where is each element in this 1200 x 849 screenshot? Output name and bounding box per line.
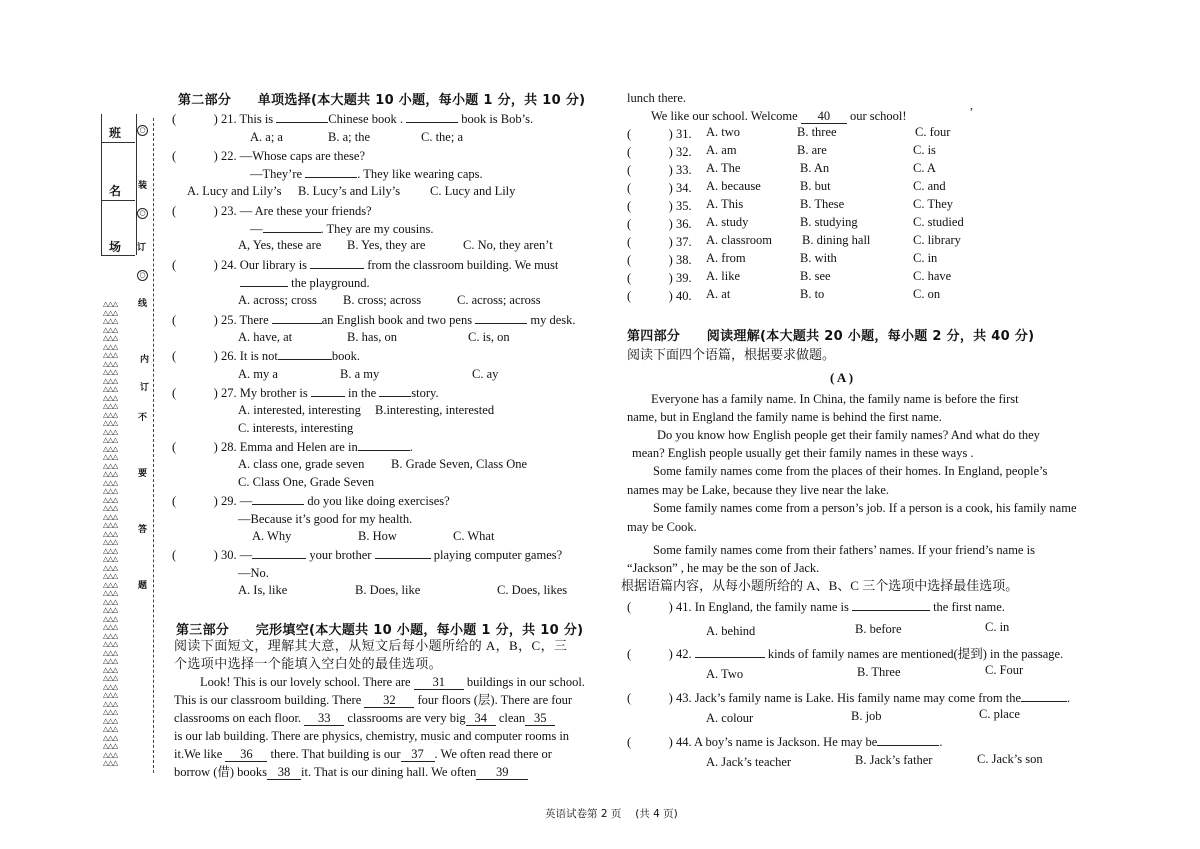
part4-instruction: 阅读下面四个语篇，根据要求做题。 xyxy=(627,347,836,362)
binding-mark: 线 xyxy=(138,299,148,309)
choice-number: ( ) 34. xyxy=(627,181,692,195)
binding-mark: 要 xyxy=(138,469,148,479)
question-21: ( ) 21. This is Chinese book . book is Bob’s. xyxy=(172,112,534,126)
part4-title: 第四部分 阅读理解(本大题共 20 小题，每小题 2 分，共 40 分) xyxy=(627,329,1035,344)
passage-line: lunch there. xyxy=(627,91,687,105)
cut-line xyxy=(153,118,154,773)
option: A. have, at xyxy=(238,330,293,344)
binding-mark: 答 xyxy=(138,525,148,535)
choice-number: ( ) 35. xyxy=(627,199,692,213)
option: A. like xyxy=(706,269,741,283)
question-42: ( ) 42. kinds of family names are mentioned(提到) in the passage. xyxy=(627,647,1064,661)
option: C. have xyxy=(913,269,952,283)
passage-line: Some family names come from their fathers’ names. If your friend’s name is xyxy=(653,543,1035,557)
option: C. interests, interesting xyxy=(238,421,354,435)
option: C. Lucy and Lily xyxy=(430,184,516,198)
option: B. see xyxy=(800,269,831,283)
question-30: ( ) 30. — your brother playing computer games? xyxy=(172,548,563,562)
choice-number: ( ) 39. xyxy=(627,271,692,285)
option: A. my a xyxy=(238,367,278,381)
question-23-answer-line: — . They are my cousins. xyxy=(250,222,434,236)
option: B. has, on xyxy=(347,330,397,344)
question-41: ( ) 41. In England, the family name is the first name. xyxy=(627,600,1005,614)
option: B. An xyxy=(800,161,830,175)
option: C. on xyxy=(913,287,941,301)
option: B. three xyxy=(797,125,837,139)
binding-mark: 题 xyxy=(138,581,148,591)
question-24: ( ) 24. Our library is from the classroom building. We must xyxy=(172,258,559,272)
option: A. from xyxy=(706,251,746,265)
stray-mark: , xyxy=(970,98,973,112)
choice-number: ( ) 31. xyxy=(627,127,692,141)
option: C. What xyxy=(453,529,495,543)
binding-hole-icon: ○ xyxy=(137,270,148,281)
passage-line: it.We like 36 there. That building is our 37 . We often read there or xyxy=(174,747,552,761)
option: A. because xyxy=(706,179,761,193)
option: A. am xyxy=(706,143,737,157)
option: B. Yes, they are xyxy=(347,238,426,252)
option: B. Jack’s father xyxy=(855,753,933,767)
binding-mark: 订 xyxy=(140,383,150,393)
option: B. are xyxy=(797,143,827,157)
option: B. with xyxy=(800,251,837,265)
part3-title: 第三部分 完形填空(本大题共 10 小题，每小题 1 分，共 10 分) xyxy=(176,623,584,638)
question-25: ( ) 25. There an English book and two pens my desk. xyxy=(172,313,576,327)
passage-line: name, but in England the family name is behind the first name. xyxy=(627,410,942,424)
option: B. These xyxy=(800,197,845,211)
passage-line: “Jackson” , he may be the son of Jack. xyxy=(627,561,820,575)
option: A. Jack’s teacher xyxy=(706,755,792,769)
choice-number: ( ) 40. xyxy=(627,289,692,303)
option: C. No, they aren’t xyxy=(463,238,553,252)
option: C. is, on xyxy=(468,330,510,344)
part4-instruction: 根据语篇内容，从每小题所给的 A、B、C 三个选项中选择最佳选项。 xyxy=(621,578,1019,593)
option: C. four xyxy=(915,125,951,139)
option: B. cross; across xyxy=(343,293,422,307)
option: A. behind xyxy=(706,624,756,638)
question-23: ( ) 23. — Are these your friends? xyxy=(172,204,372,218)
class-field-label: 班 xyxy=(109,126,122,140)
option: A. Is, like xyxy=(238,583,288,597)
option: C. across; across xyxy=(457,293,541,307)
option: C. Class One, Grade Seven xyxy=(238,475,375,489)
option: B. dining hall xyxy=(802,233,871,247)
binding-hole-icon: ○ xyxy=(137,125,148,136)
binding-mark: 内 xyxy=(140,355,150,365)
option: B. studying xyxy=(800,215,858,229)
option: A. Two xyxy=(706,667,744,681)
option: C. They xyxy=(913,197,954,211)
question-26: ( ) 26. It is not book. xyxy=(172,349,361,363)
passage-line: mean? English people usually get their family names in these ways . xyxy=(632,446,974,460)
choice-number: ( ) 33. xyxy=(627,163,692,177)
binding-mark: 装 xyxy=(138,181,148,191)
question-24-line2: the playground. xyxy=(240,274,370,292)
option: B. Lucy’s and Lily’s xyxy=(298,184,401,198)
part3-instruction: 个选项中选择一个能填入空白处的最佳选项。 xyxy=(174,656,443,671)
option: B. a my xyxy=(340,367,380,381)
question-22: ( ) 22. —Whose caps are these? xyxy=(172,149,365,163)
option: B.interesting, interested xyxy=(375,403,495,417)
option: C. Does, likes xyxy=(497,583,568,597)
option: C. in xyxy=(985,620,1010,634)
passage-line: We like our school. Welcome 40 our school! xyxy=(651,109,907,123)
choice-number: ( ) 38. xyxy=(627,253,692,267)
option: B. job xyxy=(851,709,882,723)
question-27: ( ) 27. My brother is in the story. xyxy=(172,386,439,400)
option: A. colour xyxy=(706,711,754,725)
question-28: ( ) 28. Emma and Helen are in . xyxy=(172,440,413,454)
choice-number: ( ) 37. xyxy=(627,235,692,249)
exam-room-field-label: 场 xyxy=(109,240,122,254)
option: A. at xyxy=(706,287,731,301)
option: A. two xyxy=(706,125,741,139)
option: A. a; a xyxy=(250,130,283,144)
option: A. classroom xyxy=(706,233,772,247)
option: C. in xyxy=(913,251,938,265)
name-field-label: 名 xyxy=(109,184,122,198)
passage-line: borrow (借) books 38 it. That is our dining hall. We often 39 xyxy=(174,763,528,781)
option: C. Four xyxy=(985,663,1024,677)
option: B. before xyxy=(855,622,902,636)
passage-line: This is our classroom building. There 32 four floors (层). There are four xyxy=(174,693,573,707)
sidebar-divider xyxy=(101,255,135,256)
question-29: ( ) 29. — do you like doing exercises? xyxy=(172,494,450,508)
option: A. interested, interesting xyxy=(238,403,361,417)
option: C. place xyxy=(979,707,1020,721)
option: A, Yes, these are xyxy=(238,238,322,252)
option: B. Three xyxy=(857,665,901,679)
option: C. studied xyxy=(913,215,964,229)
option: B. but xyxy=(800,179,831,193)
option: A. Why xyxy=(252,529,292,543)
choice-number: ( ) 36. xyxy=(627,217,692,231)
option: B. Grade Seven, Class One xyxy=(391,457,528,471)
option: B. How xyxy=(358,529,397,543)
passage-line: names may be Lake, because they live near the lake. xyxy=(627,483,890,497)
option: C. the; a xyxy=(421,130,464,144)
option: C. and xyxy=(913,179,946,193)
option: C. library xyxy=(913,233,961,247)
choice-number: ( ) 32. xyxy=(627,145,692,159)
part3-instruction: 阅读下面短文，理解其大意，从短文后每小题所给的 A，B，C，三 xyxy=(174,638,568,653)
option: A. across; cross xyxy=(238,293,317,307)
question-22-answer-line: —They’re . They like wearing caps. xyxy=(250,167,483,181)
option: A. class one, grade seven xyxy=(238,457,365,471)
option: B. to xyxy=(800,287,825,301)
question-44: ( ) 44. A boy’s name is Jackson. He may be . xyxy=(627,735,943,749)
triangle-border: △△△ △△△ △△△ △△△ △△△ △△△ △△△ △△△ △△△ △△△ △△△ △△△ △△△ △△△ △△△ △△△ △△△ △△△ △△△ △△△ △△△ △△△ △△△ △△△ △△△ △△△ △△△ △△△ △△△ △△△ △△△ △△△ △△△ △△△ △△△ △△△ △△△ △△△ △△△ △△△ △△△ △△△ △△△ △△△ △△△ △△△ △△△ △△△ △△△ △△△ △△△ △△△ △△△ △△△ △△△ xyxy=(103,300,118,767)
page-footer: 英语试卷第 2 页 (共 4 页) xyxy=(545,808,678,820)
part2-title: 第二部分 单项选择(本大题共 10 小题，每小题 1 分，共 10 分) xyxy=(178,93,586,108)
passage-line: may be Cook. xyxy=(627,520,697,534)
passage-line: Look! This is our lovely school. There are 31 buildings in our school. xyxy=(200,675,585,689)
option: C. ay xyxy=(472,367,499,381)
sidebar-divider xyxy=(101,142,135,143)
binding-hole-icon: ○ xyxy=(137,208,148,219)
option: C. is xyxy=(913,143,936,157)
question-43: ( ) 43. Jack’s family name is Lake. His family name may come from the . xyxy=(627,691,1071,705)
option: B. Does, like xyxy=(355,583,421,597)
option: B. a; the xyxy=(328,130,371,144)
passage-line: Some family names come from the places of their homes. In England, people’s xyxy=(653,464,1048,478)
passage-line: is our lab building. There are physics, chemistry, music and computer rooms in xyxy=(174,729,570,743)
option: A. This xyxy=(706,197,744,211)
binding-mark: 不 xyxy=(138,413,148,423)
option: C. Jack’s son xyxy=(977,752,1043,766)
binding-mark: 订 xyxy=(137,243,147,253)
option: C. A xyxy=(913,161,936,175)
passage-line: Everyone has a family name. In China, the family name is before the first xyxy=(651,392,1019,406)
question-29-answer-line: —Because it’s good for my health. xyxy=(238,512,413,526)
passage-line: Some family names come from a person’s job. If a person is a cook, his family name xyxy=(653,501,1077,515)
option: A. study xyxy=(706,215,749,229)
option: A. Lucy and Lily’s xyxy=(187,184,282,198)
option: A. The xyxy=(706,161,741,175)
question-30-answer-line: —No. xyxy=(238,566,269,580)
passage-line: Do you know how English people get their family names? And what do they xyxy=(657,428,1040,442)
passage-heading: ( A ) xyxy=(830,370,854,385)
passage-line: classrooms on each floor. 33 classrooms are very big 34 clean 35 xyxy=(174,709,555,727)
sidebar-divider xyxy=(101,200,135,201)
